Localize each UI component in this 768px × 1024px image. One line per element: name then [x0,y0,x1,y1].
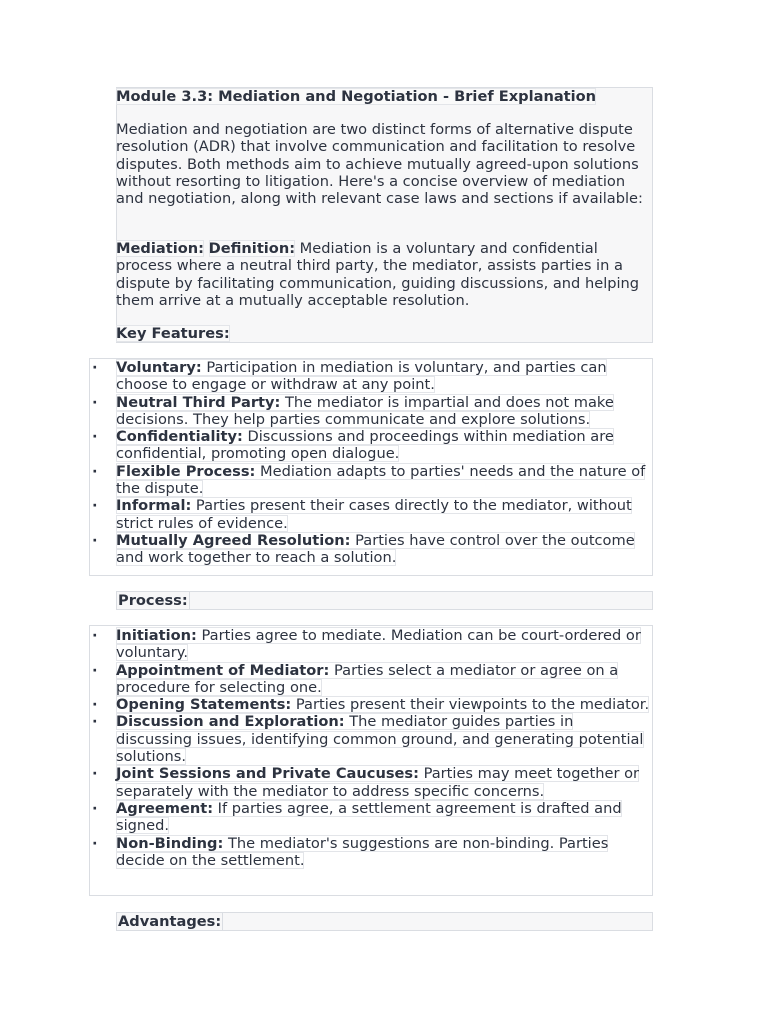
process-step-item-term: Agreement: [116,799,214,817]
page-title: Module 3.3: Mediation and Negotiation - Brief Explanation [116,88,597,105]
bullet-marker: · [92,359,98,376]
process-step-item-description: If parties agree, a settlement agreement is drafted and signed. [116,799,622,835]
key-feature-item [89,463,652,498]
process-step-item-term: Opening Statements: [116,696,292,714]
bullet-marker: · [92,627,98,644]
bullet-marker: · [92,393,98,411]
key-feature-item-term: Neutral Third Party: [116,393,281,411]
process-step-item [89,835,652,870]
process-step-item-description: Parties may meet together or separately with the mediator to address specific concerns. [116,765,640,800]
mediation-label: Mediation: [116,240,204,257]
process-step-item-text [116,696,649,713]
key-feature-item-text [116,532,635,566]
process-step-item-description: The mediator guides parties in discussing issues, identifying common ground, and generating potential solutions. [116,713,644,766]
process-step-item-text [116,835,608,869]
process-step-item-description: Parties select a mediator or agree on a procedure for selecting one. [116,661,619,696]
process-step-item-text [116,713,644,765]
process-step-item-text [116,662,618,696]
process-step-item [89,627,652,662]
key-feature-item-description: Participation in mediation is voluntary, and parties can choose to engage or withdraw at any point. [116,359,607,394]
bullet-marker: · [92,696,98,714]
key-feature-item-term: Voluntary: [116,359,202,376]
process-heading: Process: [118,592,188,609]
key-feature-item-text [116,394,614,428]
key-feature-item-term: Confidentiality: [116,428,243,446]
key-feature-item-description: The mediator is impartial and does not make decisions. They help parties communicate and explore solutions. [116,393,614,428]
process-step-item [89,800,652,835]
definition-text: Mediation is a voluntary and confidential process where a neutral third party, the mediator, assists parties in a dispute by facilitating communication, guiding discussions, and helping them arrive at a mutually acceptable resolution. [116,240,640,309]
process-step-item [89,713,652,765]
advantages-heading-bar [116,912,653,931]
process-step-item [89,662,652,697]
process-step-item-text [116,627,641,661]
advantages-heading: Advantages: [118,913,222,930]
key-feature-item-term: Mutually Agreed Resolution: [116,531,351,549]
key-feature-item-term: Flexible Process: [116,462,256,480]
process-step-item-term: Appointment of Mediator: [116,661,330,679]
bullet-marker: · [92,661,98,679]
key-feature-item [89,532,652,567]
bullet-marker: · [92,531,98,549]
key-feature-item [89,359,652,394]
bullet-marker: · [92,765,98,783]
bullet-marker: · [92,497,98,515]
bullet-marker: · [92,799,98,817]
key-feature-item-term: Informal: [116,497,192,515]
key-feature-item [89,497,652,532]
key-feature-item-description: Mediation adapts to parties' needs and the nature of the dispute. [116,462,646,498]
key-features-heading: Key Features: [116,325,230,342]
process-step-item-text [116,800,622,834]
bullet-marker: · [92,428,98,446]
key-feature-item [89,394,652,429]
process-heading-bar [116,591,653,610]
mediation-definition [116,240,656,309]
process-step-item-term: Discussion and Exploration: [116,713,345,731]
process-step-item [89,696,652,713]
key-feature-item-description: Discussions and proceedings within mediation are confidential, promoting open dialogue. [116,428,614,463]
intro-paragraph: Mediation and negotiation are two distinct forms of alternative dispute resolution (ADR) that involve communication and facilitation to resolve disputes. Both methods aim to achieve mutually agreed-upon solutions without resorting to litigation. Here's a concise overview of mediation and negotiation, along with relevant case laws and sections if available: [116,121,643,208]
key-feature-item-description: Parties present their cases directly to the mediator, without strict rules of evidence. [116,497,632,532]
key-feature-item-text [116,428,614,462]
bullet-marker: · [92,713,98,731]
key-features-list [89,359,653,567]
bullet-marker: · [92,462,98,480]
process-step-item-description: Parties present their viewpoints to the mediator. [291,696,650,714]
process-step-item-term: Initiation: [116,627,197,644]
bullet-marker: · [92,834,98,852]
process-step-item-text [116,765,639,799]
key-feature-item-text [116,463,645,497]
process-step-item [89,765,652,800]
process-step-item-description: Parties agree to mediate. Mediation can be court-ordered or voluntary. [116,627,641,662]
key-feature-item [89,428,652,463]
process-list [89,627,653,869]
definition-label: Definition: [208,240,296,257]
key-feature-item-text [116,359,607,393]
process-step-item-description: The mediator's suggestions are non-binding. Parties decide on the settlement. [116,834,609,869]
process-step-item-term: Non-Binding: [116,834,224,852]
key-feature-item-description: Parties have control over the outcome and work together to reach a solution. [116,531,635,567]
key-feature-item-text [116,497,632,531]
process-step-item-term: Joint Sessions and Private Caucuses: [116,765,419,783]
